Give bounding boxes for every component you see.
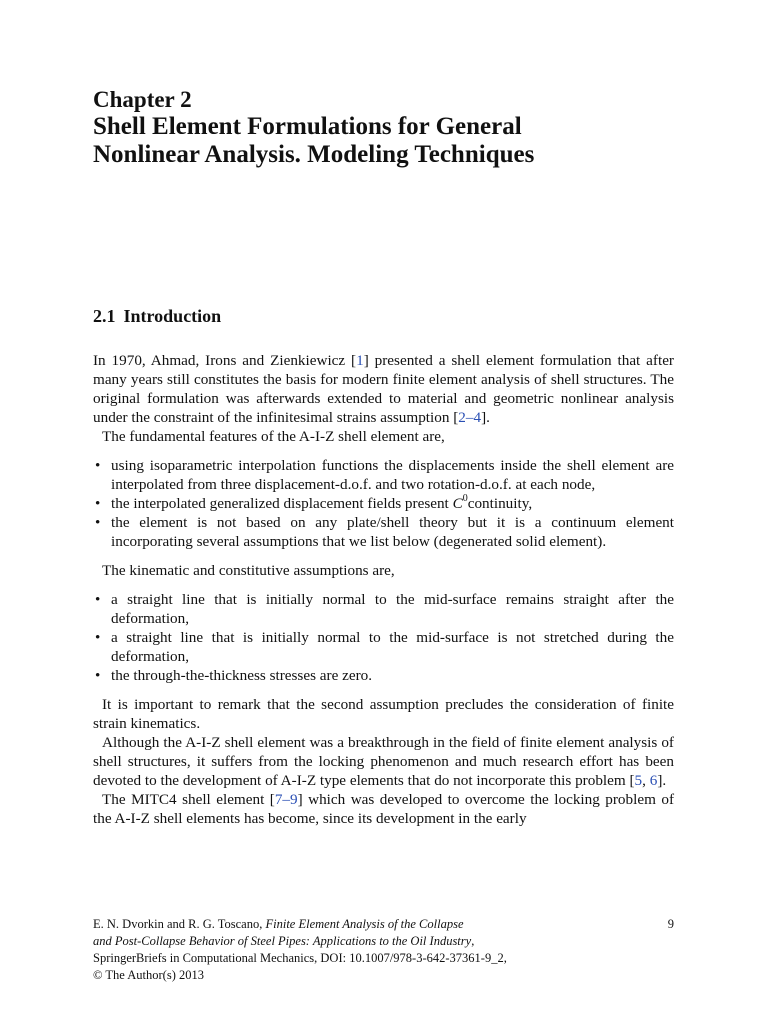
- citation-link[interactable]: 6: [649, 772, 658, 789]
- chapter-title: [93, 113, 674, 169]
- list-item: [93, 628, 674, 666]
- bullet-icon: •: [95, 495, 101, 512]
- paragraph-text: ] which was developed to overcome the locking problem of the A-I-Z shell elements has become, since its development in the early: [93, 791, 674, 827]
- list-item-text: continuity,: [467, 495, 533, 512]
- list-item-text: the interpolated generalized displacement fields present: [111, 495, 453, 512]
- list-item-text: the through-the-thickness stresses are zero.: [111, 667, 373, 684]
- body-text: [93, 351, 674, 828]
- paragraph-text: In 1970, Ahmad, Irons and Zienkiewicz [: [93, 352, 357, 369]
- section-title: Introduction: [123, 306, 222, 326]
- footer-book-title: Finite Element Analysis of the Collapse: [265, 917, 464, 931]
- footer-punctuation: ,: [471, 934, 475, 948]
- list-item-text: a straight line that is initially normal to the mid-surface is not stretched during the deformation,: [111, 629, 674, 665]
- footer-book-title: and Post-Collapse Behavior of Steel Pipes: Applications to the Oil Industry: [93, 934, 472, 948]
- list-item: [93, 456, 674, 494]
- list-item: [93, 494, 674, 513]
- page-number: 9: [667, 917, 674, 931]
- bullet-icon: •: [95, 457, 101, 474]
- paragraph: [93, 351, 674, 427]
- paragraph-text: ].: [657, 772, 667, 789]
- list-item-text: the element is not based on any plate/shell theory but it is a continuum element incorporating several assumptions that we list below (degenerated solid element).: [111, 514, 674, 550]
- section-number: 2.1: [93, 306, 116, 326]
- footer-authors: E. N. Dvorkin and R. G. Toscano,: [93, 917, 266, 931]
- list-item-text: a straight line that is initially normal to the mid-surface remains straight after the deformation,: [111, 591, 674, 627]
- paragraph: The kinematic and constitutive assumptions are,: [102, 562, 395, 579]
- list-item: [93, 590, 674, 628]
- paragraph-text: ,: [642, 772, 650, 789]
- bullet-icon: •: [95, 629, 101, 646]
- paragraph-text: ] presented a shell element formulation that after many years still constitutes the basis for modern finite element analysis of shell structures. The original formulation was afterwards extended to material and geometric nonlinear analysis under the constraint of the infinitesimal strains assumption [: [93, 352, 674, 426]
- paragraph: [93, 790, 674, 828]
- paragraph: The fundamental features of the A-I-Z shell element are,: [102, 428, 445, 445]
- citation-link[interactable]: 1: [356, 352, 364, 369]
- footer-line: SpringerBriefs in Computational Mechanics, DOI: 10.1007/978-3-642-37361-9_2,: [93, 951, 507, 965]
- superscript: 0: [462, 492, 468, 504]
- assumption-list: [93, 590, 674, 685]
- section-heading: [93, 305, 221, 327]
- citation-link[interactable]: 2–4: [458, 409, 482, 426]
- list-item: [93, 513, 674, 551]
- bullet-icon: •: [95, 514, 101, 531]
- citation-link[interactable]: 7–9: [274, 791, 298, 808]
- footer-line: [93, 933, 674, 950]
- footer-line: © The Author(s) 2013: [93, 968, 204, 982]
- chapter-title-line: Nonlinear Analysis. Modeling Techniques: [93, 141, 535, 168]
- bullet-icon: •: [95, 667, 101, 684]
- chapter-title-line: Shell Element Formulations for General: [93, 113, 522, 140]
- list-item-text: using isoparametric interpolation functions the displacements inside the shell element are interpolated from three displacement-d.o.f. and two rotation-d.o.f. at each node,: [111, 457, 674, 493]
- footer-line: [93, 916, 674, 933]
- list-item: [93, 666, 674, 685]
- paragraph-text: Although the A-I-Z shell element was a breakthrough in the field of finite element analysis of shell structures, it suffers from the locking phenomenon and much research effort has been devoted to the development of A-I-Z type elements that do not incorporate this problem [: [93, 734, 674, 789]
- citation-link[interactable]: 5: [634, 772, 643, 789]
- bullet-icon: •: [95, 591, 101, 608]
- feature-list: [93, 456, 674, 551]
- footnote-citation: [93, 916, 674, 984]
- paragraph-text: The MITC4 shell element [: [102, 791, 275, 808]
- paragraph: [93, 733, 674, 790]
- paragraph: It is important to remark that the second assumption precludes the consideration of finite strain kinematics.: [93, 696, 674, 732]
- paragraph-text: ].: [481, 409, 490, 426]
- math-symbol: C: [452, 495, 463, 512]
- chapter-label: Chapter 2: [93, 87, 192, 112]
